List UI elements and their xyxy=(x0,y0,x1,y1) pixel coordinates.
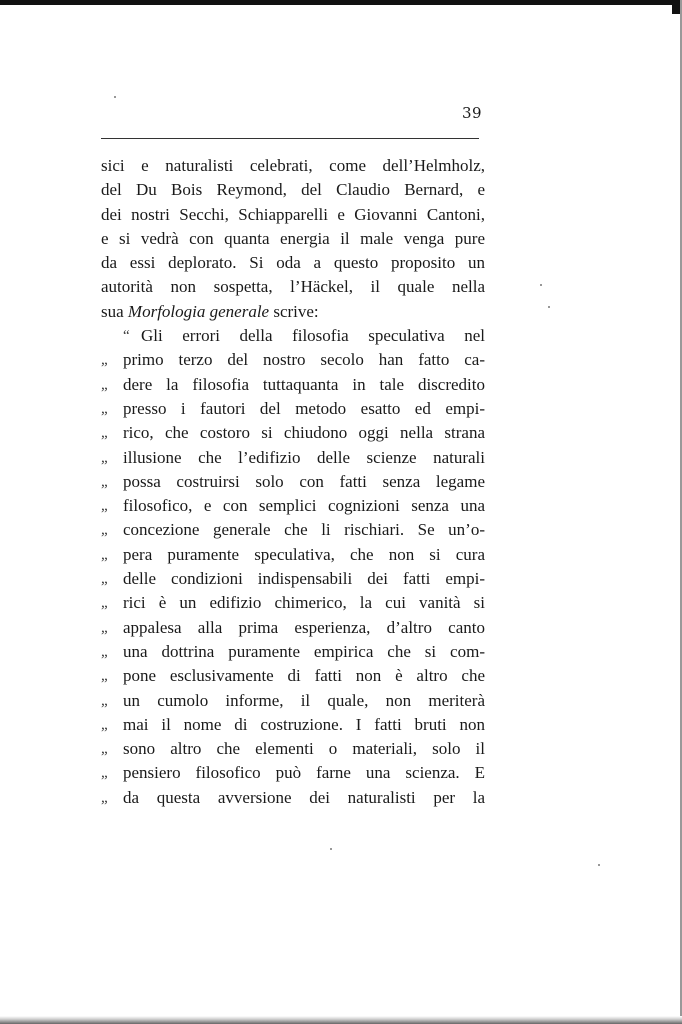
quote-text: sono altro che elementi o materiali, solo il xyxy=(123,739,485,759)
quote-line xyxy=(101,713,485,737)
opening-quote-mark: “ xyxy=(123,328,130,345)
quote-mark: „ xyxy=(101,765,108,782)
quote-mark: „ xyxy=(101,716,108,733)
quote-text: primo terzo del nostro secolo han fatto ca- xyxy=(123,350,485,370)
text-line: da essi deplorato. Si oda a questo proposito un xyxy=(101,253,485,273)
text-line: del Du Bois Reymond, del Claudio Bernard, e xyxy=(101,180,485,200)
quote-mark: „ xyxy=(101,595,108,612)
quote-line xyxy=(101,786,485,810)
scan-speck xyxy=(330,848,332,850)
quote-line xyxy=(101,446,485,470)
quote-text: rici è un edifizio chimerico, la cui vanità si xyxy=(123,593,485,613)
quote-text: filosofico, e con semplici cognizioni senza una xyxy=(123,496,485,516)
quote-line xyxy=(101,518,485,542)
text-line: sici e naturalisti celebrati, come dell’Helmholz, xyxy=(101,156,485,175)
quote-mark: „ xyxy=(101,741,108,758)
body-text xyxy=(101,154,485,810)
quote-mark: „ xyxy=(101,400,108,417)
quote-line xyxy=(101,567,485,591)
quote-text: Gli errori della filosofia speculativa nel xyxy=(141,326,485,346)
quote-mark: „ xyxy=(101,425,108,442)
quote-text: concezione generale che li rischiari. Se un’o- xyxy=(123,520,485,540)
quote-text: pensiero filosofico può farne una scienza. E xyxy=(123,763,485,783)
quote-line xyxy=(101,737,485,761)
quote-mark: „ xyxy=(101,352,108,369)
quote-mark: „ xyxy=(101,668,108,685)
text-line: dei nostri Secchi, Schiapparelli e Giovanni Cantoni, xyxy=(101,204,485,224)
scan-bottom-edge xyxy=(0,1016,682,1024)
quote-text: da questa avversione dei naturalisti per la xyxy=(123,787,485,807)
quote-line xyxy=(101,324,485,348)
text-segment: sua xyxy=(101,301,124,321)
quote-mark: „ xyxy=(101,619,108,636)
quote-mark: „ xyxy=(101,449,108,466)
page-number: 39 xyxy=(462,104,483,122)
quote-mark: „ xyxy=(101,498,108,515)
quote-text: una dottrina puramente empirica che si com- xyxy=(123,641,485,661)
quote-mark: „ xyxy=(101,473,108,490)
quote-line xyxy=(101,616,485,640)
quote-line xyxy=(101,348,485,372)
quote-text: dere la filosofia tuttaquanta in tale discredito xyxy=(123,374,485,394)
scan-speck xyxy=(548,306,550,308)
book-title: Morfologia generale xyxy=(127,301,270,321)
quote-line xyxy=(101,421,485,445)
quote-text: possa costruirsi solo con fatti senza legame xyxy=(123,471,485,491)
quote-line xyxy=(101,761,485,785)
quote-mark: „ xyxy=(101,522,108,539)
text-line-with-title xyxy=(101,300,485,324)
quote-line xyxy=(101,664,485,688)
quote-mark: „ xyxy=(101,546,108,563)
quote-mark: „ xyxy=(101,789,108,806)
text-line: autorità non sospetta, l’Häckel, il quale nella xyxy=(101,277,485,297)
quote-line xyxy=(101,470,485,494)
quote-text: rico, che costoro si chiudono oggi nella strana xyxy=(123,423,485,443)
quote-line xyxy=(101,543,485,567)
quote-mark: „ xyxy=(101,643,108,660)
quote-text: presso i fautori del metodo esatto ed empi- xyxy=(123,398,485,418)
quote-text: mai il nome di costruzione. I fatti bruti non xyxy=(123,714,485,734)
header-rule xyxy=(101,138,479,139)
quote-line xyxy=(101,689,485,713)
scan-speck xyxy=(598,864,600,866)
quote-mark: „ xyxy=(101,376,108,393)
quote-line xyxy=(101,640,485,664)
quote-line xyxy=(101,494,485,518)
scan-speck xyxy=(540,284,542,286)
quote-text: pera puramente speculativa, che non si cura xyxy=(123,544,485,564)
quote-text: delle condizioni indispensabili dei fatti empi- xyxy=(123,569,485,589)
quote-text: illusione che l’edifizio delle scienze naturali xyxy=(123,447,485,467)
text-line: e si vedrà con quanta energia il male venga pure xyxy=(101,228,485,248)
scan-speck xyxy=(114,96,116,98)
quote-line xyxy=(101,373,485,397)
quote-text: appalesa alla prima esperienza, d’altro canto xyxy=(123,617,485,637)
quote-text: pone esclusivamente di fatti non è altro che xyxy=(123,666,485,686)
quote-line xyxy=(101,591,485,615)
text-segment: scrive: xyxy=(273,301,319,321)
scan-top-border xyxy=(0,0,682,5)
quote-line xyxy=(101,397,485,421)
quote-mark: „ xyxy=(101,692,108,709)
quote-text: un cumolo informe, il quale, non meriterà xyxy=(123,690,485,710)
quote-mark: „ xyxy=(101,571,108,588)
